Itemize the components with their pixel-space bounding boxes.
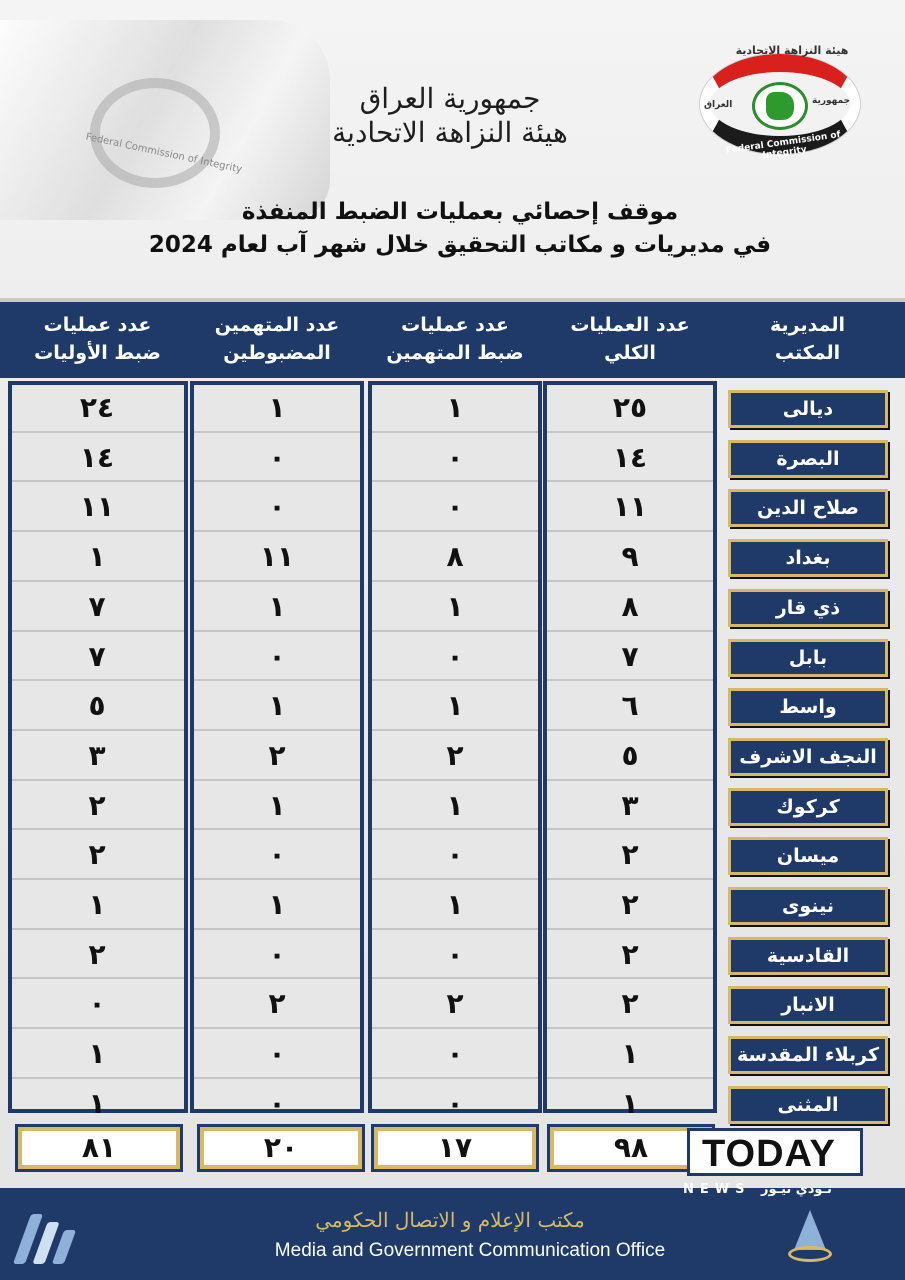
table-cell-primary: ٢: [88, 838, 106, 872]
row-divider: [194, 828, 360, 830]
row-divider: [547, 530, 713, 532]
row-divider: [194, 928, 360, 930]
directorate-label: بغداد: [728, 539, 888, 577]
table-cell-total: ٢٥: [612, 391, 648, 424]
row-divider: [12, 679, 184, 681]
row-divider: [194, 530, 360, 532]
row-divider: [12, 828, 184, 830]
title-line-2: في مديريات و مكاتب التحقيق خلال شهر آب لعام 2024: [148, 232, 772, 259]
directorate-label: ميسان: [728, 837, 888, 875]
row-divider: [372, 679, 538, 681]
directorate-label: بابل: [728, 639, 888, 677]
row-divider: [12, 431, 184, 433]
row-divider: [372, 779, 538, 781]
media-office-logo-icon: [14, 1208, 76, 1268]
table-cell-total: ٢: [621, 888, 639, 921]
table-cell-total: ٧: [621, 639, 639, 673]
page-title: [60, 196, 860, 263]
directorate-label: كركوك: [728, 788, 888, 826]
row-divider: [547, 828, 713, 830]
row-divider: [194, 878, 360, 880]
table-cell-total: ٨: [621, 589, 639, 623]
directorate-label: كربلاء المقدسة: [728, 1036, 888, 1074]
table-cell-primary: ١١: [79, 490, 115, 524]
commission-logo: [682, 44, 872, 164]
row-divider: [372, 828, 538, 830]
government-title: [300, 82, 600, 149]
table-cell-total: ٢: [621, 838, 639, 872]
watermark-brand: TODAY: [702, 1133, 836, 1175]
row-divider: [194, 630, 360, 632]
row-divider: [372, 530, 538, 532]
watermark-background: [687, 1128, 863, 1176]
table-cell-accused: ٠: [268, 937, 286, 971]
row-divider: [194, 679, 360, 681]
table-cell-arrest-ops: ٠: [446, 937, 464, 971]
directorate-label: الانبار: [728, 986, 888, 1024]
gov-line-2: هيئة النزاهة الاتحادية: [332, 115, 568, 149]
table-cell-arrest-ops: ٠: [446, 639, 464, 673]
table-cell-total: ٦: [621, 689, 639, 723]
row-divider: [372, 928, 538, 930]
row-divider: [547, 630, 713, 632]
table-cell-primary: ١: [88, 1037, 106, 1071]
row-divider: [547, 729, 713, 731]
table-cell-primary: ٥: [88, 689, 106, 723]
table-cell-arrest-ops: ٢: [446, 987, 464, 1021]
table-cell-primary: ٢: [88, 937, 106, 971]
row-divider: [372, 480, 538, 482]
logo-top-text: هيئة النزاهة الاتحادية: [735, 44, 849, 57]
row-divider: [547, 480, 713, 482]
row-divider: [372, 580, 538, 582]
table-cell-arrest-ops: ١: [446, 689, 464, 723]
iraq-map-icon: [766, 92, 794, 120]
table-cell-accused: ٠: [268, 440, 286, 474]
row-divider: [12, 580, 184, 582]
gov-line-1: جمهورية العراق: [359, 82, 541, 115]
row-divider: [194, 431, 360, 433]
row-divider: [547, 580, 713, 582]
monument-icon: [784, 1210, 836, 1266]
waving-flag-background: [0, 20, 330, 220]
table-cell-accused: ٠: [268, 1037, 286, 1071]
logo-left-text: العراق: [704, 100, 733, 110]
total-arrest-ops: ١٧: [374, 1127, 536, 1169]
header-primary-ops: عدد عمليات ضبط الأوليات: [34, 314, 161, 364]
row-divider: [547, 779, 713, 781]
row-divider: [194, 1027, 360, 1029]
directorate-label: ديالى: [728, 390, 888, 428]
table-cell-arrest-ops: ٠: [446, 838, 464, 872]
header-total-ops: عدد العمليات الكلي: [570, 314, 690, 364]
row-divider: [194, 729, 360, 731]
table-cell-accused: ١: [268, 788, 286, 822]
table-cell-total: ١٤: [612, 440, 648, 474]
total-total-ops: ٩٨: [550, 1127, 712, 1169]
row-divider: [547, 431, 713, 433]
directorate-label: القادسية: [728, 937, 888, 975]
flag-caption: Federal Commission of Integrity: [84, 131, 243, 176]
directorate-label: البصرة: [728, 440, 888, 478]
footer-arabic-text: مكتب الإعلام و الاتصال الحكومي: [315, 1208, 585, 1232]
table-cell-primary: ٧: [88, 639, 106, 673]
row-divider: [194, 480, 360, 482]
row-divider: [547, 1077, 713, 1079]
row-divider: [372, 977, 538, 979]
header-directorate: المديرية المكتب: [770, 314, 845, 364]
row-divider: [372, 878, 538, 880]
row-divider: [12, 1077, 184, 1079]
table-cell-total: ٢: [621, 937, 639, 971]
table-cell-arrest-ops: ١: [446, 888, 464, 921]
row-divider: [12, 779, 184, 781]
title-line-1: موقف إحصائي بعمليات الضبط المنفذة: [241, 199, 679, 225]
row-divider: [372, 1077, 538, 1079]
table-cell-total: ١: [621, 1037, 639, 1071]
row-divider: [194, 580, 360, 582]
table-cell-primary: ٢٤: [79, 391, 115, 424]
row-divider: [12, 630, 184, 632]
table-cell-total: ٢: [621, 987, 639, 1021]
directorate-label: واسط: [728, 688, 888, 726]
table-cell-primary: ٠: [88, 987, 106, 1021]
table-cell-primary: ١: [88, 1086, 106, 1120]
row-divider: [194, 1077, 360, 1079]
directorate-label: ذي قار: [728, 589, 888, 627]
table-cell-accused: ٠: [268, 838, 286, 872]
row-divider: [547, 679, 713, 681]
table-cell-arrest-ops: ١: [446, 788, 464, 822]
table-cell-arrest-ops: ٠: [446, 1086, 464, 1120]
table-cell-total: ١: [621, 1086, 639, 1120]
table-cell-total: ٣: [621, 788, 639, 822]
table-cell-arrest-ops: ٠: [446, 440, 464, 474]
table-cell-arrest-ops: ٠: [446, 490, 464, 524]
table-cell-arrest-ops: ١: [446, 589, 464, 623]
footer: [0, 1188, 905, 1280]
row-divider: [372, 1027, 538, 1029]
row-divider: [12, 1027, 184, 1029]
directorate-label: المثنى: [728, 1086, 888, 1124]
table-cell-primary: ٢: [88, 788, 106, 822]
table-cell-arrest-ops: ٠: [446, 1037, 464, 1071]
directorate-label: صلاح الدين: [728, 489, 888, 527]
table-cell-total: ٥: [621, 738, 639, 772]
table-cell-accused: ١: [268, 589, 286, 623]
table-cell-arrest-ops: ٨: [446, 540, 464, 574]
table-cell-total: ١١: [612, 490, 648, 524]
row-divider: [547, 977, 713, 979]
row-divider: [547, 878, 713, 880]
row-divider: [12, 928, 184, 930]
row-divider: [372, 630, 538, 632]
logo-english-text: Federal Commission of Integrity: [725, 130, 842, 161]
row-divider: [547, 928, 713, 930]
logo-right-text: جمهورية: [812, 96, 851, 106]
total-primary-ops: ٨١: [18, 1127, 180, 1169]
row-divider: [547, 1027, 713, 1029]
table-cell-total: ٩: [621, 540, 639, 574]
table-cell-arrest-ops: ١: [446, 391, 464, 424]
table-cell-accused: ١: [268, 391, 286, 424]
faded-emblem-icon: [90, 78, 220, 188]
table-cell-accused: ٢: [268, 738, 286, 772]
directorate-label: نينوى: [728, 887, 888, 925]
row-divider: [194, 977, 360, 979]
table-cell-accused: ٠: [268, 1086, 286, 1120]
table-cell-primary: ٧: [88, 589, 106, 623]
table-cell-primary: ١: [88, 888, 106, 921]
table-cell-accused: ١١: [259, 540, 295, 574]
table-cell-primary: ١: [88, 540, 106, 574]
today-news-watermark: [683, 1128, 873, 1198]
header: [0, 0, 905, 300]
row-divider: [194, 779, 360, 781]
table-cell-accused: ٠: [268, 490, 286, 524]
row-divider: [372, 431, 538, 433]
header-arrest-ops: عدد عمليات ضبط المتهمين: [386, 314, 524, 364]
table-cell-accused: ٢: [268, 987, 286, 1021]
table-cell-primary: ٣: [88, 738, 106, 772]
row-divider: [12, 878, 184, 880]
table-cell-accused: ١: [268, 689, 286, 723]
row-divider: [12, 530, 184, 532]
header-accused: عدد المتهمين المضبوطين: [214, 314, 340, 364]
row-divider: [12, 480, 184, 482]
row-divider: [12, 977, 184, 979]
row-divider: [12, 729, 184, 731]
table-cell-accused: ١: [268, 888, 286, 921]
footer-english-text: Media and Government Communication Office: [274, 1240, 666, 1261]
table-cell-arrest-ops: ٢: [446, 738, 464, 772]
table-header: [0, 298, 905, 378]
directorate-label: النجف الاشرف: [728, 738, 888, 776]
total-accused: ٢٠: [200, 1127, 362, 1169]
watermark-sub: NEWS تـودي نيـوز: [683, 1182, 832, 1197]
table-cell-accused: ٠: [268, 639, 286, 673]
table-cell-primary: ١٤: [79, 440, 115, 474]
row-divider: [372, 729, 538, 731]
